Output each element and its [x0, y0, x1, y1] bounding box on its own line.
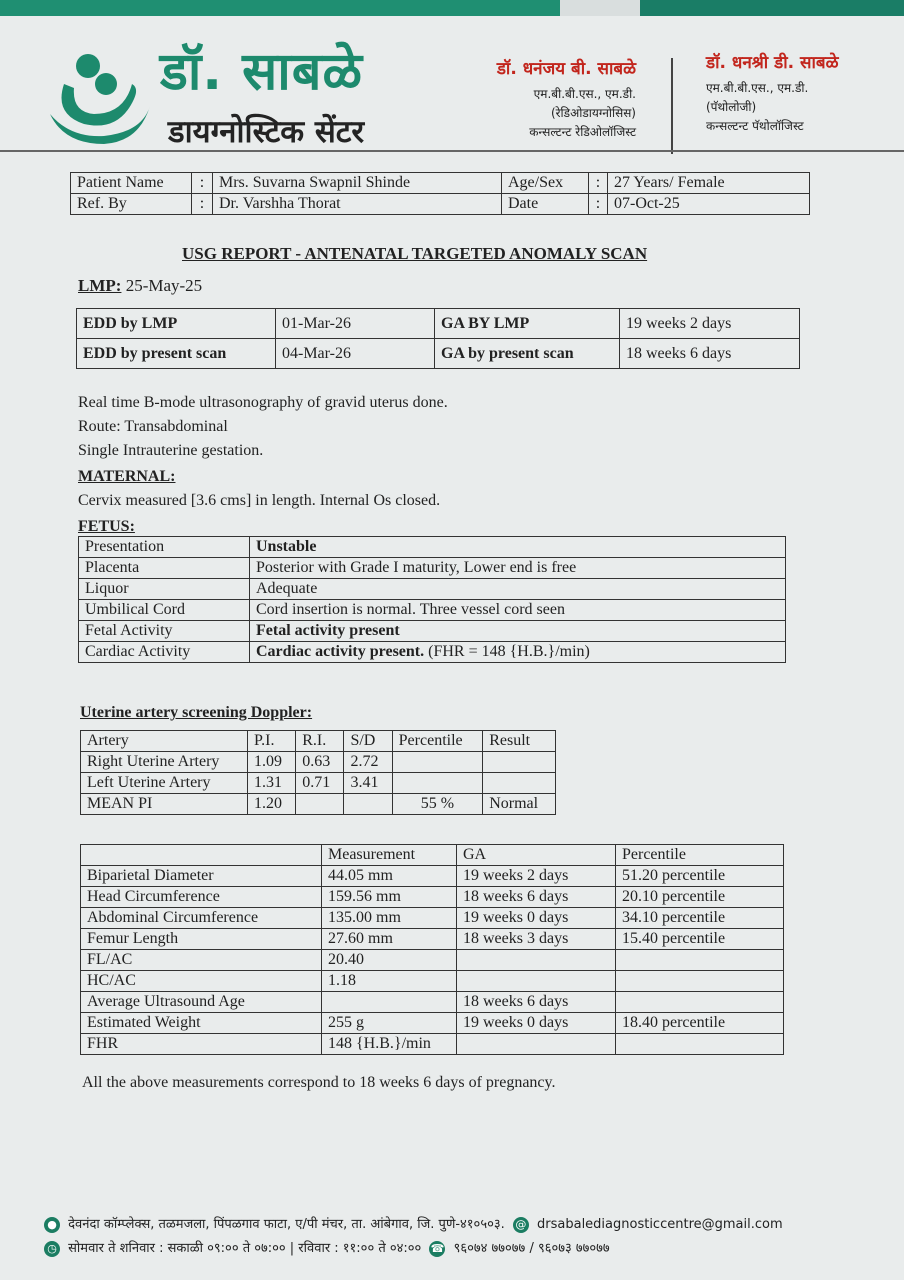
maternal-heading: MATERNAL:: [78, 468, 176, 485]
email-icon: @: [513, 1217, 529, 1233]
doctor2-role: कन्सल्टन्ट पॅथोलॉजिस्ट: [706, 119, 804, 133]
biometry-table: [80, 844, 784, 1055]
table-row: Fetal Activity Fetal activity present: [79, 621, 786, 642]
table-row: EDD by present scan 04-Mar-26 GA by present scan 18 weeks 6 days: [77, 339, 800, 369]
doctor1-degree: एम.बी.बी.एस., एम.डी.: [533, 87, 636, 101]
doctor2-specialty: (पॅथोलोजी): [706, 100, 757, 114]
maternal-text: Cervix measured [3.6 cms] in length. Internal Os closed.: [78, 492, 441, 509]
table-row: Head Circumference 159.56 mm 18 weeks 6 days 20.10 percentile: [81, 887, 784, 908]
table-row: Biparietal Diameter 44.05 mm 19 weeks 2 days 51.20 percentile: [81, 866, 784, 887]
clinic-logo-icon: [44, 44, 154, 148]
report-date: 07-Oct-25: [608, 194, 810, 215]
table-row: Cardiac Activity Cardiac activity present. (FHR = 148 {H.B.}/min): [79, 642, 786, 663]
age-label: Age/Sex: [502, 173, 589, 194]
table-row: Average Ultrasound Age 18 weeks 6 days: [81, 992, 784, 1013]
table-row: Artery P.I. R.I. S/D Percentile Result: [81, 731, 556, 752]
patient-age: 27 Years/ Female: [608, 173, 810, 194]
brand-subtitle: डायग्नोस्टिक सेंटर: [168, 114, 365, 150]
doctor1-specialty: (रेडिओडायग्नोसिस): [550, 106, 636, 120]
intro-line-2: Route: Transabdominal: [78, 418, 228, 435]
table-row: Liquor Adequate: [79, 579, 786, 600]
footer-phones: ९६०७४ ७७०७७ / ९६०७३ ७७०७७: [453, 1241, 610, 1256]
brand-title: डॉ. साबळे: [160, 42, 363, 102]
table-row: MEAN PI 1.20 55 % Normal: [81, 794, 556, 815]
table-row: HC/AC 1.18: [81, 971, 784, 992]
header-divider: [671, 58, 673, 154]
fetus-table: [78, 536, 786, 663]
doctor1-block: [452, 56, 636, 142]
table-row: FL/AC 20.40: [81, 950, 784, 971]
table-row: Presentation Unstable: [79, 537, 786, 558]
phone-icon: ☎: [430, 1241, 445, 1255]
intro-line-1: Real time B-mode ultrasonography of gravid uterus done.: [78, 394, 448, 411]
edd-table: [76, 308, 800, 369]
doctor2-block: [706, 50, 890, 136]
location-icon: ●: [44, 1217, 60, 1233]
doppler-heading: Uterine artery screening Doppler:: [80, 704, 313, 721]
table-row: Measurement GA Percentile: [81, 845, 784, 866]
table-row: Abdominal Circumference 135.00 mm 19 weeks 0 days 34.10 percentile: [81, 908, 784, 929]
table-row: Ref. By : Dr. Varshha Thorat Date : 07-Oct-25: [71, 194, 810, 215]
conclusion-text: All the above measurements correspond to 18 weeks 6 days of pregnancy.: [82, 1074, 556, 1091]
table-row: Estimated Weight 255 g 19 weeks 0 days 18.40 percentile: [81, 1013, 784, 1034]
ref-label: Ref. By: [71, 194, 192, 215]
footer-address: देवनंदा कॉम्प्लेक्स, तळमजला, पिंपळगाव फाटा, ए/पी मंचर, ता. आंबेगाव, जि. पुणे-४१०५०३.: [68, 1217, 505, 1232]
fetus-heading: FETUS:: [78, 518, 135, 535]
doctor2-degree: एम.बी.बी.एस., एम.डी.: [706, 81, 809, 95]
table-row: FHR 148 {H.B.}/min: [81, 1034, 784, 1055]
footer-hours: सोमवार ते शनिवार : सकाळी ०९:०० ते ०७:०० | रविवार : ११:०० ते ०४:००: [68, 1241, 422, 1256]
intro-line-3: Single Intrauterine gestation.: [78, 442, 264, 459]
header-rule: [0, 150, 904, 152]
table-row: Patient Name : Mrs. Suvarna Swapnil Shinde Age/Sex : 27 Years/ Female: [71, 173, 810, 194]
clock-icon: ◷: [44, 1241, 60, 1257]
table-row: Right Uterine Artery 1.09 0.63 2.72: [81, 752, 556, 773]
lmp-value: 25-May-25: [125, 276, 203, 295]
table-row: EDD by LMP 01-Mar-26 GA BY LMP 19 weeks 2 days: [77, 309, 800, 339]
top-band: [0, 0, 560, 16]
table-row: Umbilical Cord Cord insertion is normal. Three vessel cord seen: [79, 600, 786, 621]
report-title: USG REPORT - ANTENATAL TARGETED ANOMALY SCAN: [182, 244, 648, 263]
doctor1-name: डॉ. धनंजय बी. साबळे: [496, 59, 636, 79]
date-label: Date: [502, 194, 589, 215]
lmp-line: [78, 276, 202, 296]
ref-doctor: Dr. Varshha Thorat: [213, 194, 502, 215]
lmp-label: LMP:: [78, 276, 122, 295]
footer-email: drsabalediagnosticcentre@gmail.com: [537, 1217, 783, 1232]
top-band-right: [640, 0, 904, 16]
doctor2-name: डॉ. धनश्री डी. साबळे: [706, 53, 839, 73]
patient-info-table: [70, 172, 810, 215]
patient-name-label: Patient Name: [71, 173, 192, 194]
table-row: Left Uterine Artery 1.31 0.71 3.41: [81, 773, 556, 794]
doctor1-role: कन्सल्टन्ट रेडिओलॉजिस्ट: [529, 125, 636, 139]
doppler-table: [80, 730, 556, 815]
patient-name: Mrs. Suvarna Swapnil Shinde: [213, 173, 502, 194]
table-row: Femur Length 27.60 mm 18 weeks 3 days 15.40 percentile: [81, 929, 784, 950]
table-row: Placenta Posterior with Grade I maturity, Lower end is free: [79, 558, 786, 579]
